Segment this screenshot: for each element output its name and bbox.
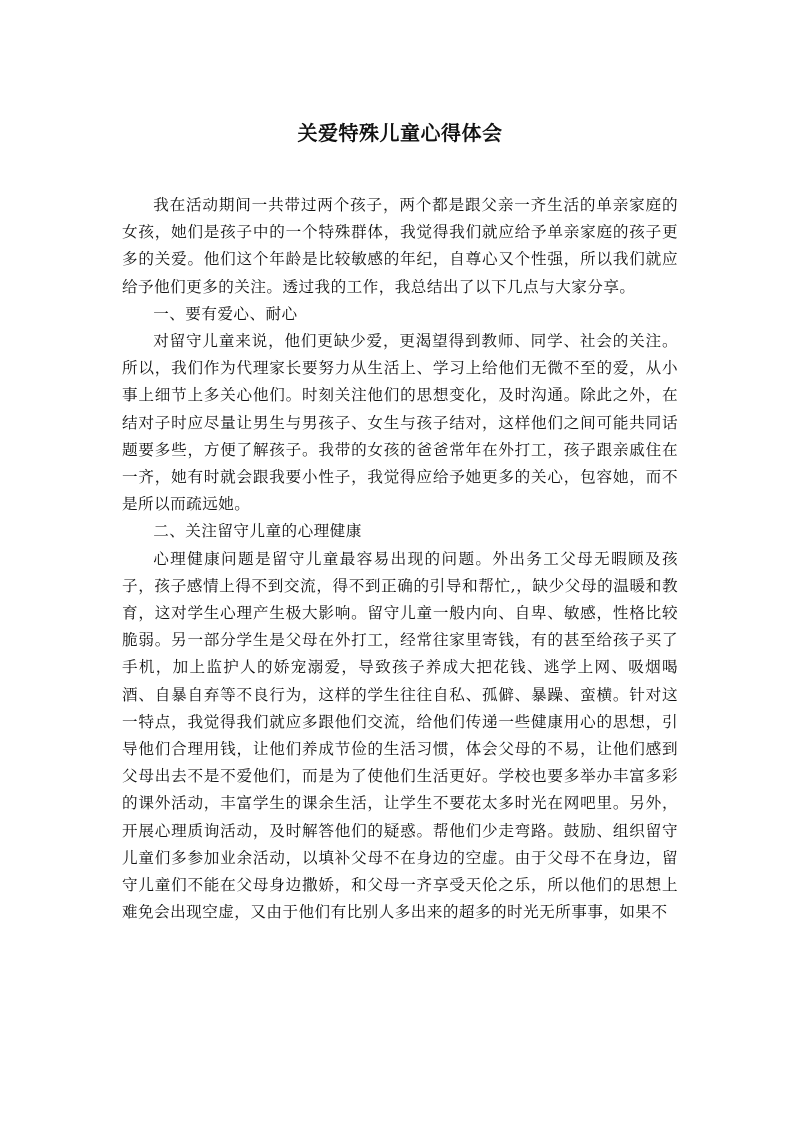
section-heading-1: 一、要有爱心、耐心 [153, 304, 298, 323]
document-title: 关爱特殊儿童心得体会 [297, 121, 503, 145]
section-heading-2: 二、关注留守儿童的心理健康 [153, 522, 362, 541]
paragraph-section-1: 对留守儿童来说，他们更缺少爱，更渴望得到教师、同学、社会的关注。所以，我们作为代理家长要努力从生活上、学习上给他们无微不至的爱，从小事上细节上多关心他们。时刻关注他们的思想变化，及时沟通。除此之外，在结对子时应尽量让男生与男孩子、女生与孩子结对，这样他们之间可能共同话题要多些，方便了解孩子。我带的女孩的爸爸常年在外打工，孩子跟亲戚住在一齐，她有时就会跟我要小性子，我觉得应给予她更多的关心，包容她，而不是所以而疏远她。 [122, 332, 678, 514]
paragraph-section-2: 心理健康问题是留守儿童最容易出现的问题。外出务工父母无暇顾及孩子，孩子感情上得不到交流，得不到正确的引导和帮忙,，缺少父母的温暖和教育，这对学生心理产生极大影响。留守儿童一般内向、自卑、敏感，性格比较脆弱。另一部分学生是父母在外打工，经常往家里寄钱，有的甚至给孩子买了手机，加上监护人的娇宠溺爱，导致孩子养成大把花钱、逃学上网、吸烟喝酒、自暴自弃等不良行为，这样的学生往往自私、孤僻、暴躁、蛮横。针对这一特点，我觉得我们就应多跟他们交流，给他们传递一些健康用心的思想，引导他们合理用钱，让他们养成节俭的生活习惯，体会父母的不易，让他们感到父母出去不是不爱他们，而是为了使他们生活更好。学校也要多举办丰富多彩的课外活动，丰富学生的课余生活，让学生不要花太多时光在网吧里。另外，开展心理质询活动，及时解答他们的疑惑。帮他们少走弯路。鼓励、组织留守儿童们多参加业余活动，以填补父母不在身边的空虚。由于父母不在身边，留守儿童们不能在父母身边撒娇，和父母一齐享受天伦之乐，所以他们的思想上难免会出现空虚，又由于他们有比别人多出来的超多的时光无所事事，如果不 [122, 549, 678, 922]
paragraph-intro: 我在活动期间一共带过两个孩子，两个都是跟父亲一齐生活的单亲家庭的女孩，她们是孩子中的一个特殊群体，我觉得我们就应给予单亲家庭的孩子更多的关爱。他们这个年龄是比较敏感的年纪，自尊心又个性强，所以我们就应给予他们更多的关注。透过我的工作，我总结出了以下几点与大家分享。 [122, 196, 678, 296]
document-body [122, 192, 678, 926]
